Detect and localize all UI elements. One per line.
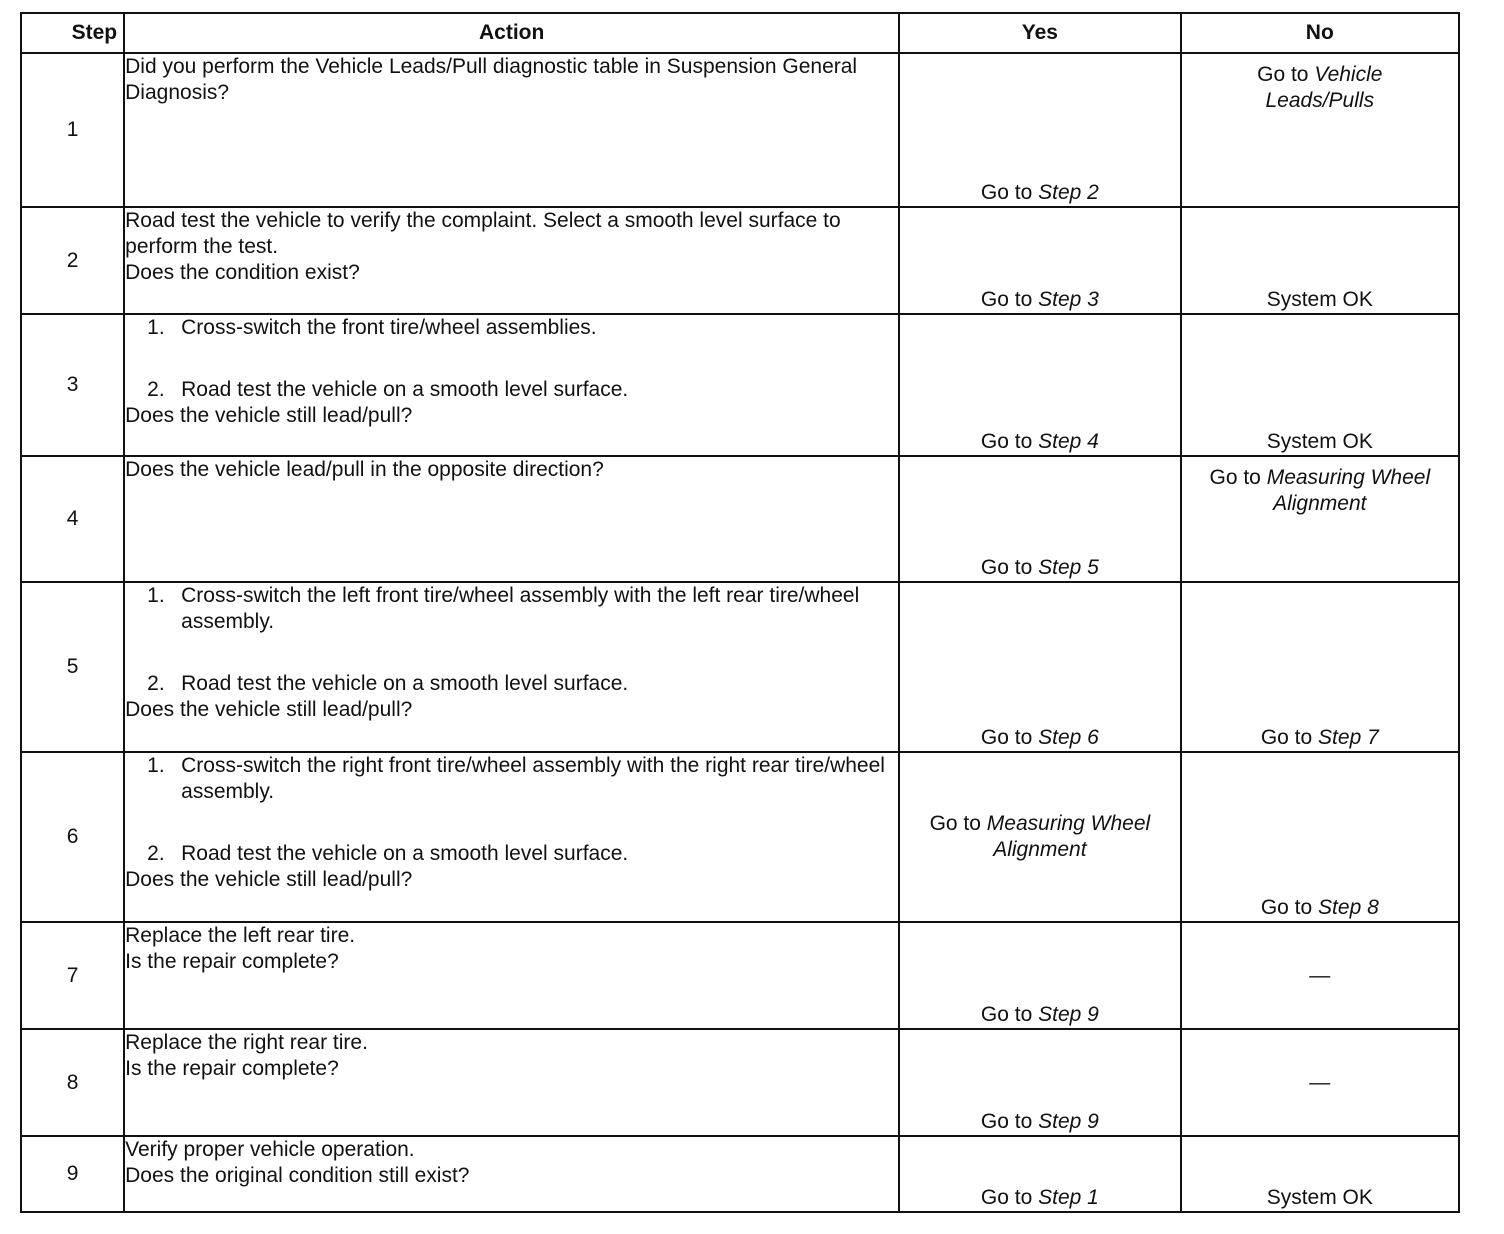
action-cell (124, 207, 899, 314)
action-cell (124, 456, 899, 582)
step-number: 8 (21, 1029, 124, 1136)
yes-cell (899, 207, 1180, 314)
list-item: 2. Road test the vehicle on a smooth level surface. (147, 672, 629, 695)
action-question: Is the repair complete? (125, 1057, 339, 1080)
action-text: Replace the left rear tire. (125, 924, 356, 947)
yes-cell (899, 314, 1180, 456)
action-question: Does the original condition still exist? (125, 1164, 470, 1187)
list-item: 2. Road test the vehicle on a smooth level surface. (147, 842, 629, 865)
action-text: Replace the right rear tire. (125, 1031, 368, 1054)
list-item: 1. Cross-switch the front tire/wheel assemblies. (147, 316, 597, 339)
no-cell (1181, 53, 1459, 207)
no-cell: — (1181, 1029, 1459, 1136)
step-number: 4 (21, 456, 124, 582)
header-step: Step (21, 13, 124, 53)
action-text: Verify proper vehicle operation. (125, 1138, 415, 1161)
action-cell (124, 1029, 899, 1136)
yes-link[interactable]: Step 9 (1038, 1003, 1099, 1026)
yes-prefix: Go to (980, 430, 1033, 453)
list-item: 1. Cross-switch the left front tire/wheel assembly with the left rear tire/wheel assembly. (147, 584, 860, 633)
no-link[interactable]: Step 8 (1318, 896, 1379, 919)
action-question: Is the repair complete? (125, 950, 339, 973)
yes-cell (899, 1029, 1180, 1136)
yes-prefix: Go to (929, 812, 981, 835)
yes-prefix: Go to (980, 288, 1033, 311)
yes-link[interactable]: Step 3 (1038, 288, 1099, 311)
yes-cell (899, 53, 1180, 207)
action-cell (124, 582, 899, 752)
list-item: 2. Road test the vehicle on a smooth level surface. (147, 378, 629, 401)
action-text: Road test the vehicle to verify the complaint. Select a smooth level surface to perform the test. (125, 209, 841, 258)
no-prefix: Go to (1260, 896, 1313, 919)
yes-link[interactable]: Step 5 (1038, 556, 1099, 579)
yes-cell (899, 1136, 1180, 1212)
yes-prefix: Go to (980, 1003, 1033, 1026)
step-number: 1 (21, 53, 124, 207)
no-prefix: Go to (1257, 63, 1309, 86)
step-number: 5 (21, 582, 124, 752)
step-number: 3 (21, 314, 124, 456)
yes-prefix: Go to (980, 1110, 1033, 1133)
yes-link[interactable]: Step 4 (1038, 430, 1099, 453)
step-number: 9 (21, 1136, 124, 1212)
action-cell (124, 314, 899, 456)
table-row (21, 752, 1459, 922)
yes-prefix: Go to (980, 1186, 1033, 1209)
table-row (21, 922, 1459, 1029)
no-link[interactable]: Vehicle Leads/Pulls (1265, 63, 1383, 112)
action-question: Does the vehicle still lead/pull? (125, 868, 413, 891)
yes-link[interactable]: Measuring Wheel Alignment (986, 812, 1151, 861)
no-prefix: Go to (1260, 726, 1313, 749)
action-text: Does the vehicle lead/pull in the opposite direction? (125, 458, 604, 481)
header-yes: Yes (899, 13, 1180, 53)
action-question: Does the vehicle still lead/pull? (125, 404, 413, 427)
no-cell: — (1181, 922, 1459, 1029)
yes-cell (899, 456, 1180, 582)
action-question: Does the condition exist? (125, 261, 360, 284)
yes-cell (899, 752, 1180, 922)
diagnostic-table (20, 12, 1460, 1213)
yes-prefix: Go to (980, 556, 1033, 579)
table-row (21, 582, 1459, 752)
no-cell (1181, 582, 1459, 752)
header-action: Action (124, 13, 899, 53)
table-row (21, 1136, 1459, 1212)
no-cell: System OK (1181, 314, 1459, 456)
no-cell (1181, 752, 1459, 922)
action-cell (124, 53, 899, 207)
table-row (21, 53, 1459, 207)
table-row (21, 456, 1459, 582)
step-number: 6 (21, 752, 124, 922)
yes-cell (899, 922, 1180, 1029)
yes-prefix: Go to (980, 181, 1033, 204)
no-cell: System OK (1181, 207, 1459, 314)
yes-prefix: Go to (980, 726, 1033, 749)
header-row (21, 13, 1459, 53)
no-cell (1181, 456, 1459, 582)
list-item: 1. Cross-switch the right front tire/wheel assembly with the right rear tire/wheel assembly. (147, 754, 885, 803)
no-prefix: Go to (1209, 466, 1261, 489)
action-text: Did you perform the Vehicle Leads/Pull diagnostic table in Suspension General Diagnosis? (125, 55, 858, 104)
action-cell (124, 922, 899, 1029)
table-row (21, 1029, 1459, 1136)
no-cell: System OK (1181, 1136, 1459, 1212)
yes-link[interactable]: Step 6 (1038, 726, 1099, 749)
no-link[interactable]: Measuring Wheel Alignment (1266, 466, 1431, 515)
yes-link[interactable]: Step 1 (1038, 1186, 1099, 1209)
action-cell (124, 1136, 899, 1212)
table-row (21, 207, 1459, 314)
table-row (21, 314, 1459, 456)
yes-cell (899, 582, 1180, 752)
action-cell (124, 752, 899, 922)
yes-link[interactable]: Step 2 (1038, 181, 1099, 204)
step-number: 7 (21, 922, 124, 1029)
action-question: Does the vehicle still lead/pull? (125, 698, 413, 721)
header-no: No (1181, 13, 1459, 53)
yes-link[interactable]: Step 9 (1038, 1110, 1099, 1133)
step-number: 2 (21, 207, 124, 314)
no-link[interactable]: Step 7 (1318, 726, 1379, 749)
